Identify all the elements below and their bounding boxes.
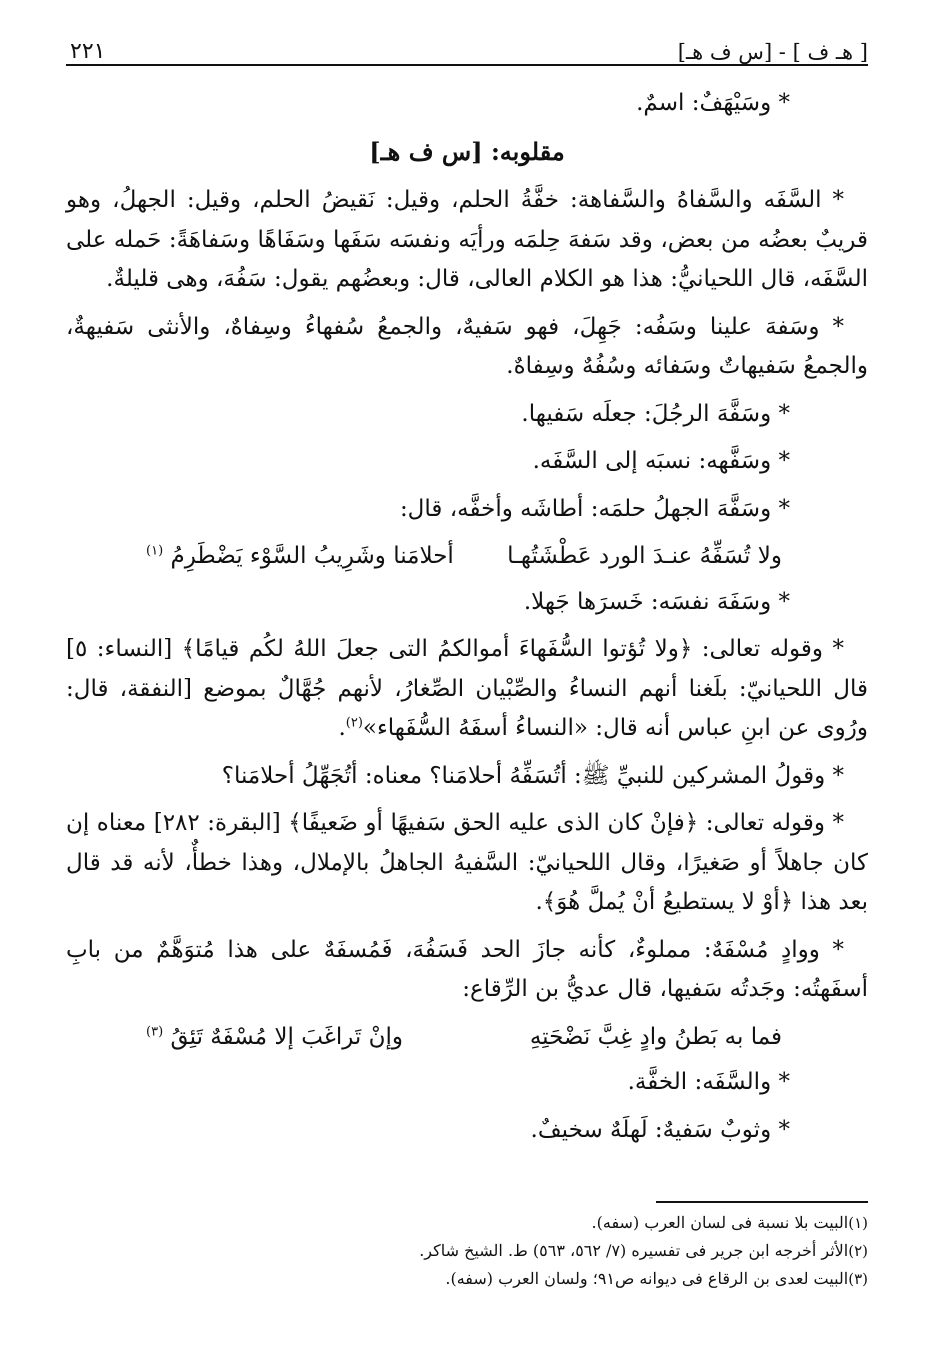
entry-line: * والسَّفَه: الخفَّة.: [627, 1069, 790, 1095]
section-title: مقلوبه: [س ف هـ]: [369, 136, 565, 166]
paragraph: * السَّفَه والسَّفاهُ والسَّفاهة: خفَّةُ الحلم، وقيل: نَقيضُ الحلم، وقيل: الجهلُ، وهو قريبٌ بعضُه من بعض، وقد سَفهَ حِلمَه ورأيَه ونفسَه سَفَها وسَفَاهًا وسَفاهَةً: حَمله على السَّفَه، قال اللحيانيُّ: هذا هو الكلام العالى، قال: وبعضُهم يقول: سَفُهَ، وهى قليلةٌ.: [66, 187, 868, 292]
running-head: [ هـ ف ] - [س ف هـ]: [677, 40, 868, 64]
verse-second-hemistich: [146, 1018, 403, 1058]
paragraph: [66, 630, 868, 749]
footnote-ref: (٢): [345, 715, 363, 731]
footnote: [66, 1265, 868, 1293]
footnote-text: البيت بلا نسبة فى لسان العرب (سفه).: [591, 1213, 849, 1232]
entry-line: * وسَيْهَفٌ: اسمٌ.: [636, 90, 790, 116]
paragraph: * وقوله تعالى: ﴿فإنْ كان الذى عليه الحق سَفيهًا أو ضَعيفًا﴾ [البقرة: ٢٨٢] معناه إن كان جاهلاً أو صَغيرًا، وقال اللحيانيّ: السَّفيهُ الجاهلُ بالإملال، وهذا خطأٌ، لأنه قد قال بعد هذا ﴿أوْ لا يستطيعُ أنْ يُملَّ هُوَ﴾.: [66, 810, 868, 915]
verse-first-hemistich: ولا تُسَفِّهُ عنـدَ الورد عَطْشَتُهـا: [507, 543, 782, 569]
verse-second-hemistich: [146, 537, 454, 577]
footnote-ref: (٣): [146, 1023, 164, 1039]
verse-text: أحلامَنا وشَرِيبُ السَّوْء يَضْطَرِمُ: [170, 543, 454, 569]
dictionary-page: [66, 28, 868, 1288]
footnote-number: (١): [848, 1214, 868, 1232]
footnotes: [66, 1201, 868, 1293]
paragraph: * وقولُ المشركين للنبيِّ ﷺ: أتُسَفِّهُ أحلامَنا؟ معناه: أتُجَهِّلُ أحلامَنا؟: [221, 762, 844, 789]
entry-line: * وسَفَهَ نفسَه: خَسرَها جَهلا.: [523, 588, 790, 615]
footnote-ref: (١): [146, 543, 164, 559]
entry-line: * وسَفَّهَ الجهلُ حلمَه: أطاشَه وأخفَّه، قال:: [399, 495, 790, 522]
footnote: [66, 1209, 868, 1237]
poetry-verse: [66, 1018, 868, 1058]
footnote-number: (٢): [848, 1242, 868, 1260]
page-header: [66, 28, 868, 66]
paragraph-text: * وقوله تعالى: ﴿ولا تُؤتوا السُّفَهاءَ أموالكمُ التى جعلَ اللهُ لكُم قيامًا﴾ [النساء: ٥] قال اللحيانيّ: بلَغنا أنهم النساءُ والصِّبْيان الصِّغارُ، لأنهم جُهَّالٌ بموضع [النفقة، قال: ورُوى عن ابنِ عباس أنه قال: «النساءُ أسفَهُ السُّفَهاء»: [66, 636, 868, 741]
main-text: [66, 84, 868, 1150]
footnote-text: الأثر أخرجه ابن جرير فى تفسيره (٧/ ٥٦٢، ٥٦٣) ط. الشيخ شاكر.: [419, 1241, 849, 1260]
page-number: ٢٢١: [70, 39, 106, 64]
footnote-divider: [656, 1201, 868, 1203]
paragraph: * ووادٍ مُسْفَهٌ: مملوءٌ، كأنه جازَ الحد فَسَفُهَ، فَمُسفَهٌ على هذا مُتوَهَّمٌ من بابِ أسفَهتُه: وجَدتُه سَفيها، قال عديُّ بن الرِّقاع:: [66, 936, 868, 1002]
entry-line: * وسَفَّهه: نسبَه إلى السَّفَه.: [532, 448, 790, 474]
verse-text: وإنْ تَراغَبَ إلا مُسْفَهٌ تَئِقُ: [170, 1023, 404, 1050]
entry-line: * وثوبٌ سَفيهٌ: لَهلَهٌ سخيفٌ.: [530, 1116, 790, 1143]
verse-first-hemistich: فما به بَطنُ وادٍ غِبَّ نَضْحَتِهِ: [529, 1023, 782, 1050]
paragraph: * وسَفهَ علينا وسَفُه: جَهِلَ، فهو سَفيهٌ، والجمعُ سُفهاءُ وسِفاهٌ، والأنثى سَفيهةٌ، والجمعُ سَفيهاتٌ وسَفائه وسُفُهٌ وسِفاهٌ.: [66, 313, 868, 379]
footnote-text: البيت لعدى بن الرقاع فى ديوانه ص٩١؛ ولسان العرب (سفه).: [445, 1269, 849, 1288]
paragraph-end: .: [338, 715, 346, 741]
poetry-verse: [66, 537, 868, 577]
entry-line: * وسَفَّهَ الرجُلَ: جعلَه سَفيها.: [521, 400, 790, 427]
footnote: [66, 1237, 868, 1265]
footnote-number: (٣): [848, 1270, 868, 1288]
